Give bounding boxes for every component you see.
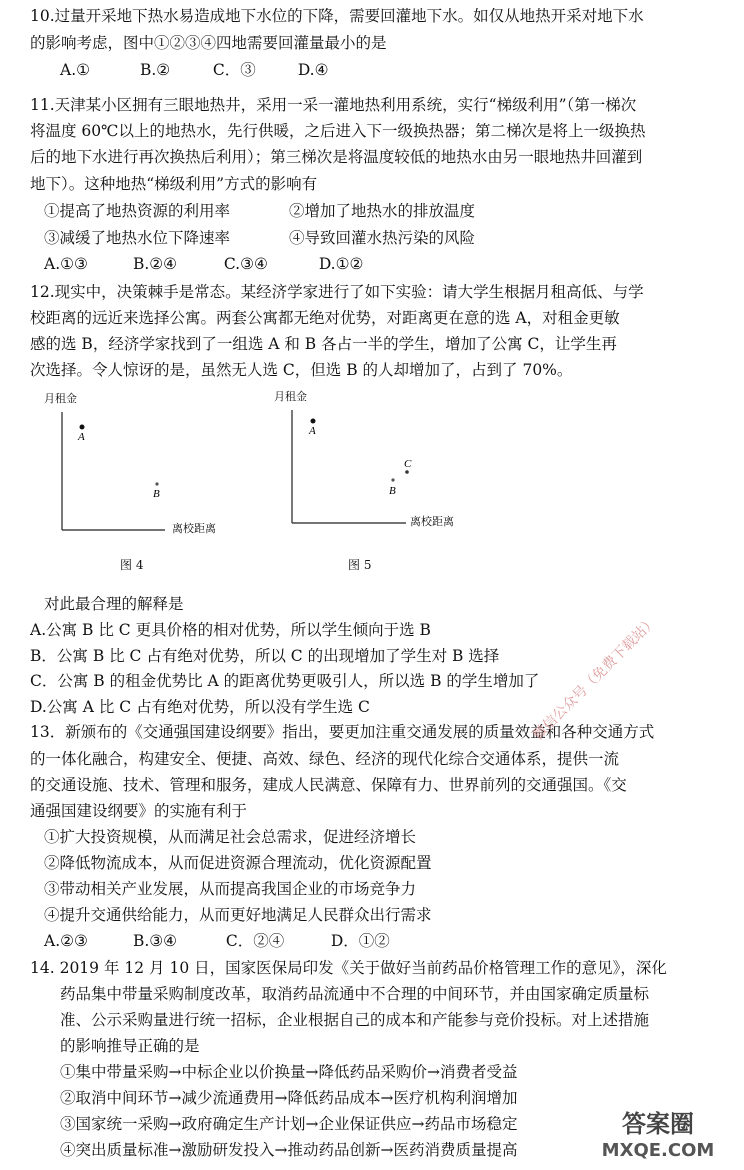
q12-stem: 对此最合理的解释是	[44, 595, 184, 613]
q10-option-d: D.④	[297, 61, 329, 79]
logo-badge-icon	[578, 1102, 738, 1164]
site-logo	[578, 1102, 738, 1164]
q12-line-4: 次选择。令人惊讶的是，虽然无人选 C，但选 B 的人却增加了，占到了 70%。	[30, 361, 573, 379]
q14-item-4: ④突出质量标准→激励研发投入→推动药品创新→医药消费质量提高	[60, 1141, 518, 1159]
figure-4-label-a: A	[78, 431, 85, 443]
figure-5-y-label: 月租金	[274, 390, 307, 403]
q12-option-b: B．公寓 B 比 C 占有绝对优势，所以 C 的出现增加了学生对 B 选择	[30, 647, 500, 665]
q13-line-3: 的交通设施、技术、管理和服务，建成人民满意、保障有力、世界前列的交通强国。《交	[30, 776, 627, 794]
q11-item-1: ①提高了地热资源的利用率	[44, 202, 231, 220]
q13-option-a: A.②③	[44, 932, 88, 950]
q14-line-2: 药品集中带量采购制度改革，取消药品流通中不合理的中间环节，并由国家确定质量标	[60, 985, 650, 1003]
q13-option-b: B.③④	[132, 932, 178, 950]
q14-item-1: ①集中带量采购→中标企业以价换量→降低药品采购价→消费者受益	[60, 1063, 518, 1081]
figure-4-caption: 图 4	[120, 558, 144, 572]
watermark-text: 微信公众号（免费下载站）	[530, 613, 661, 744]
q10-line-2: 的影响考虑，图中①②③④四地需要回灌量最小的是	[30, 34, 387, 52]
q12-line-3: 感的选 B，经济学家找到了一组选 A 和 B 各占一半的学生，增加了公寓 C，让学生再	[30, 335, 617, 353]
q10-line-1: 10.过量开采地下热水易造成地下水位的下降，需要回灌地下水。如仅从地热开采对地下水	[30, 7, 644, 25]
figure-4-plot	[40, 390, 240, 540]
q11-option-d: D.①②	[318, 255, 364, 273]
figure-5-label-a: A	[309, 425, 316, 437]
q14-item-2: ②取消中间环节→减少流通费用→降低药品成本→医疗机构利润增加	[60, 1089, 518, 1107]
q13-line-1: 13．新颁布的《交通强国建设纲要》指出，要更加注重交通发展的质量效益和各种交通方式	[30, 723, 655, 741]
figure-4-label-b: B	[153, 488, 160, 500]
q13-option-c: C．②④	[225, 932, 285, 950]
logo-url: MXQE.COM	[601, 1140, 715, 1161]
q12-option-a: A.公寓 B 比 C 更具价格的相对优势，所以学生倾向于选 B	[30, 621, 431, 639]
q11-option-c: C.③④	[223, 255, 268, 273]
q11-items-row-1	[44, 201, 475, 221]
logo-brand: 答案圈	[622, 1110, 694, 1138]
q11-option-b: B.②④	[132, 255, 178, 273]
q11-options	[44, 254, 363, 274]
figure-5-caption: 图 5	[348, 558, 372, 572]
figure-4-point-a	[80, 425, 85, 430]
q14-line-3: 准、公示采购量进行统一招标，企业根据自己的成本和产能参与竞价投标。对上述措施	[60, 1011, 650, 1029]
figure-4-x-label: 离校距离	[172, 522, 216, 535]
q10-option-c: C．③	[212, 61, 256, 79]
q11-line-1: 11.天津某小区拥有三眼地热井，采用一采一灌地热利用系统，实行“梯级利用”（第一梯次	[30, 96, 637, 114]
figure-4-y-label: 月租金	[44, 392, 77, 405]
q13-line-4: 通强国建设纲要》的实施有利于	[30, 802, 248, 820]
q12-option-c: C．公寓 B 的租金优势比 A 的距离优势更吸引人，所以选 B 的学生增加了	[30, 672, 540, 690]
q11-items-row-2	[44, 228, 475, 248]
q12-option-d: D.公寓 A 比 C 占有绝对优势，所以没有学生选 C	[30, 698, 370, 716]
figure-5-point-c	[405, 470, 409, 474]
q13-item-4: ④提升交通供给能力，从而更好地满足人民群众出行需求	[44, 906, 432, 924]
q11-item-3: ③减缓了地热水位下降速率	[44, 229, 231, 247]
q13-option-d: D．①②	[330, 932, 390, 950]
figure-4	[40, 390, 240, 540]
q10-options	[60, 60, 329, 80]
q14-item-3: ③国家统一采购→政府确定生产计划→企业保证供应→药品市场稳定	[60, 1115, 518, 1133]
q11-line-2: 将温度 60℃以上的地热水，先行供暖，之后进入下一级换热器；第二梯次是将上一级换热	[30, 122, 646, 140]
q13-item-1: ①扩大投资规模，从而满足社会总需求，促进经济增长	[44, 828, 417, 846]
q14-line-1: 14. 2019 年 12 月 10 日，国家医保局印发《关于做好当前药品价格管理工作的意见》，深化	[30, 959, 667, 977]
figure-4-point-b	[155, 482, 158, 485]
figure-5-label-b: B	[389, 485, 396, 497]
figure-5-point-a	[311, 419, 316, 424]
figure-5-x-label: 离校距离	[410, 515, 454, 528]
q11-line-3: 后的地下水进行再次换热后利用）；第三梯次是将温度较低的地热水由另一眼地热井回灌到	[30, 148, 643, 166]
q11-item-4: ④导致回灌水热污染的风险	[288, 229, 475, 247]
q11-item-2: ②增加了地热水的排放温度	[288, 202, 475, 220]
q11-option-a: A.①③	[44, 255, 88, 273]
figure-5-label-c: C	[404, 458, 412, 470]
q13-item-2: ②降低物流成本，从而促进资源合理流动，优化资源配置	[44, 854, 432, 872]
q13-options	[44, 931, 390, 951]
q11-line-4: 地下）。这种地热“梯级利用”方式的影响有	[30, 175, 318, 193]
q10-option-a: A.①	[60, 61, 91, 79]
q14-line-4: 的影响推导正确的是	[60, 1037, 200, 1055]
figure-5	[270, 388, 480, 538]
q13-line-2: 的一体化融合，构建安全、便捷、高效、绿色、经济的现代化综合交通体系，提供一流	[30, 750, 620, 768]
figure-5-point-b	[391, 478, 394, 481]
q12-line-2: 校距离的远近来选择公寓。两套公寓都无绝对优势，对距离更在意的选 A，对租金更敏	[30, 309, 620, 327]
q10-option-b: B.②	[139, 61, 171, 79]
q12-line-1: 12.现实中，决策棘手是常态。某经济学家进行了如下实验：请大学生根据月租高低、与学	[30, 283, 644, 301]
q13-item-3: ③带动相关产业发展，从而提高我国企业的市场竞争力	[44, 880, 417, 898]
